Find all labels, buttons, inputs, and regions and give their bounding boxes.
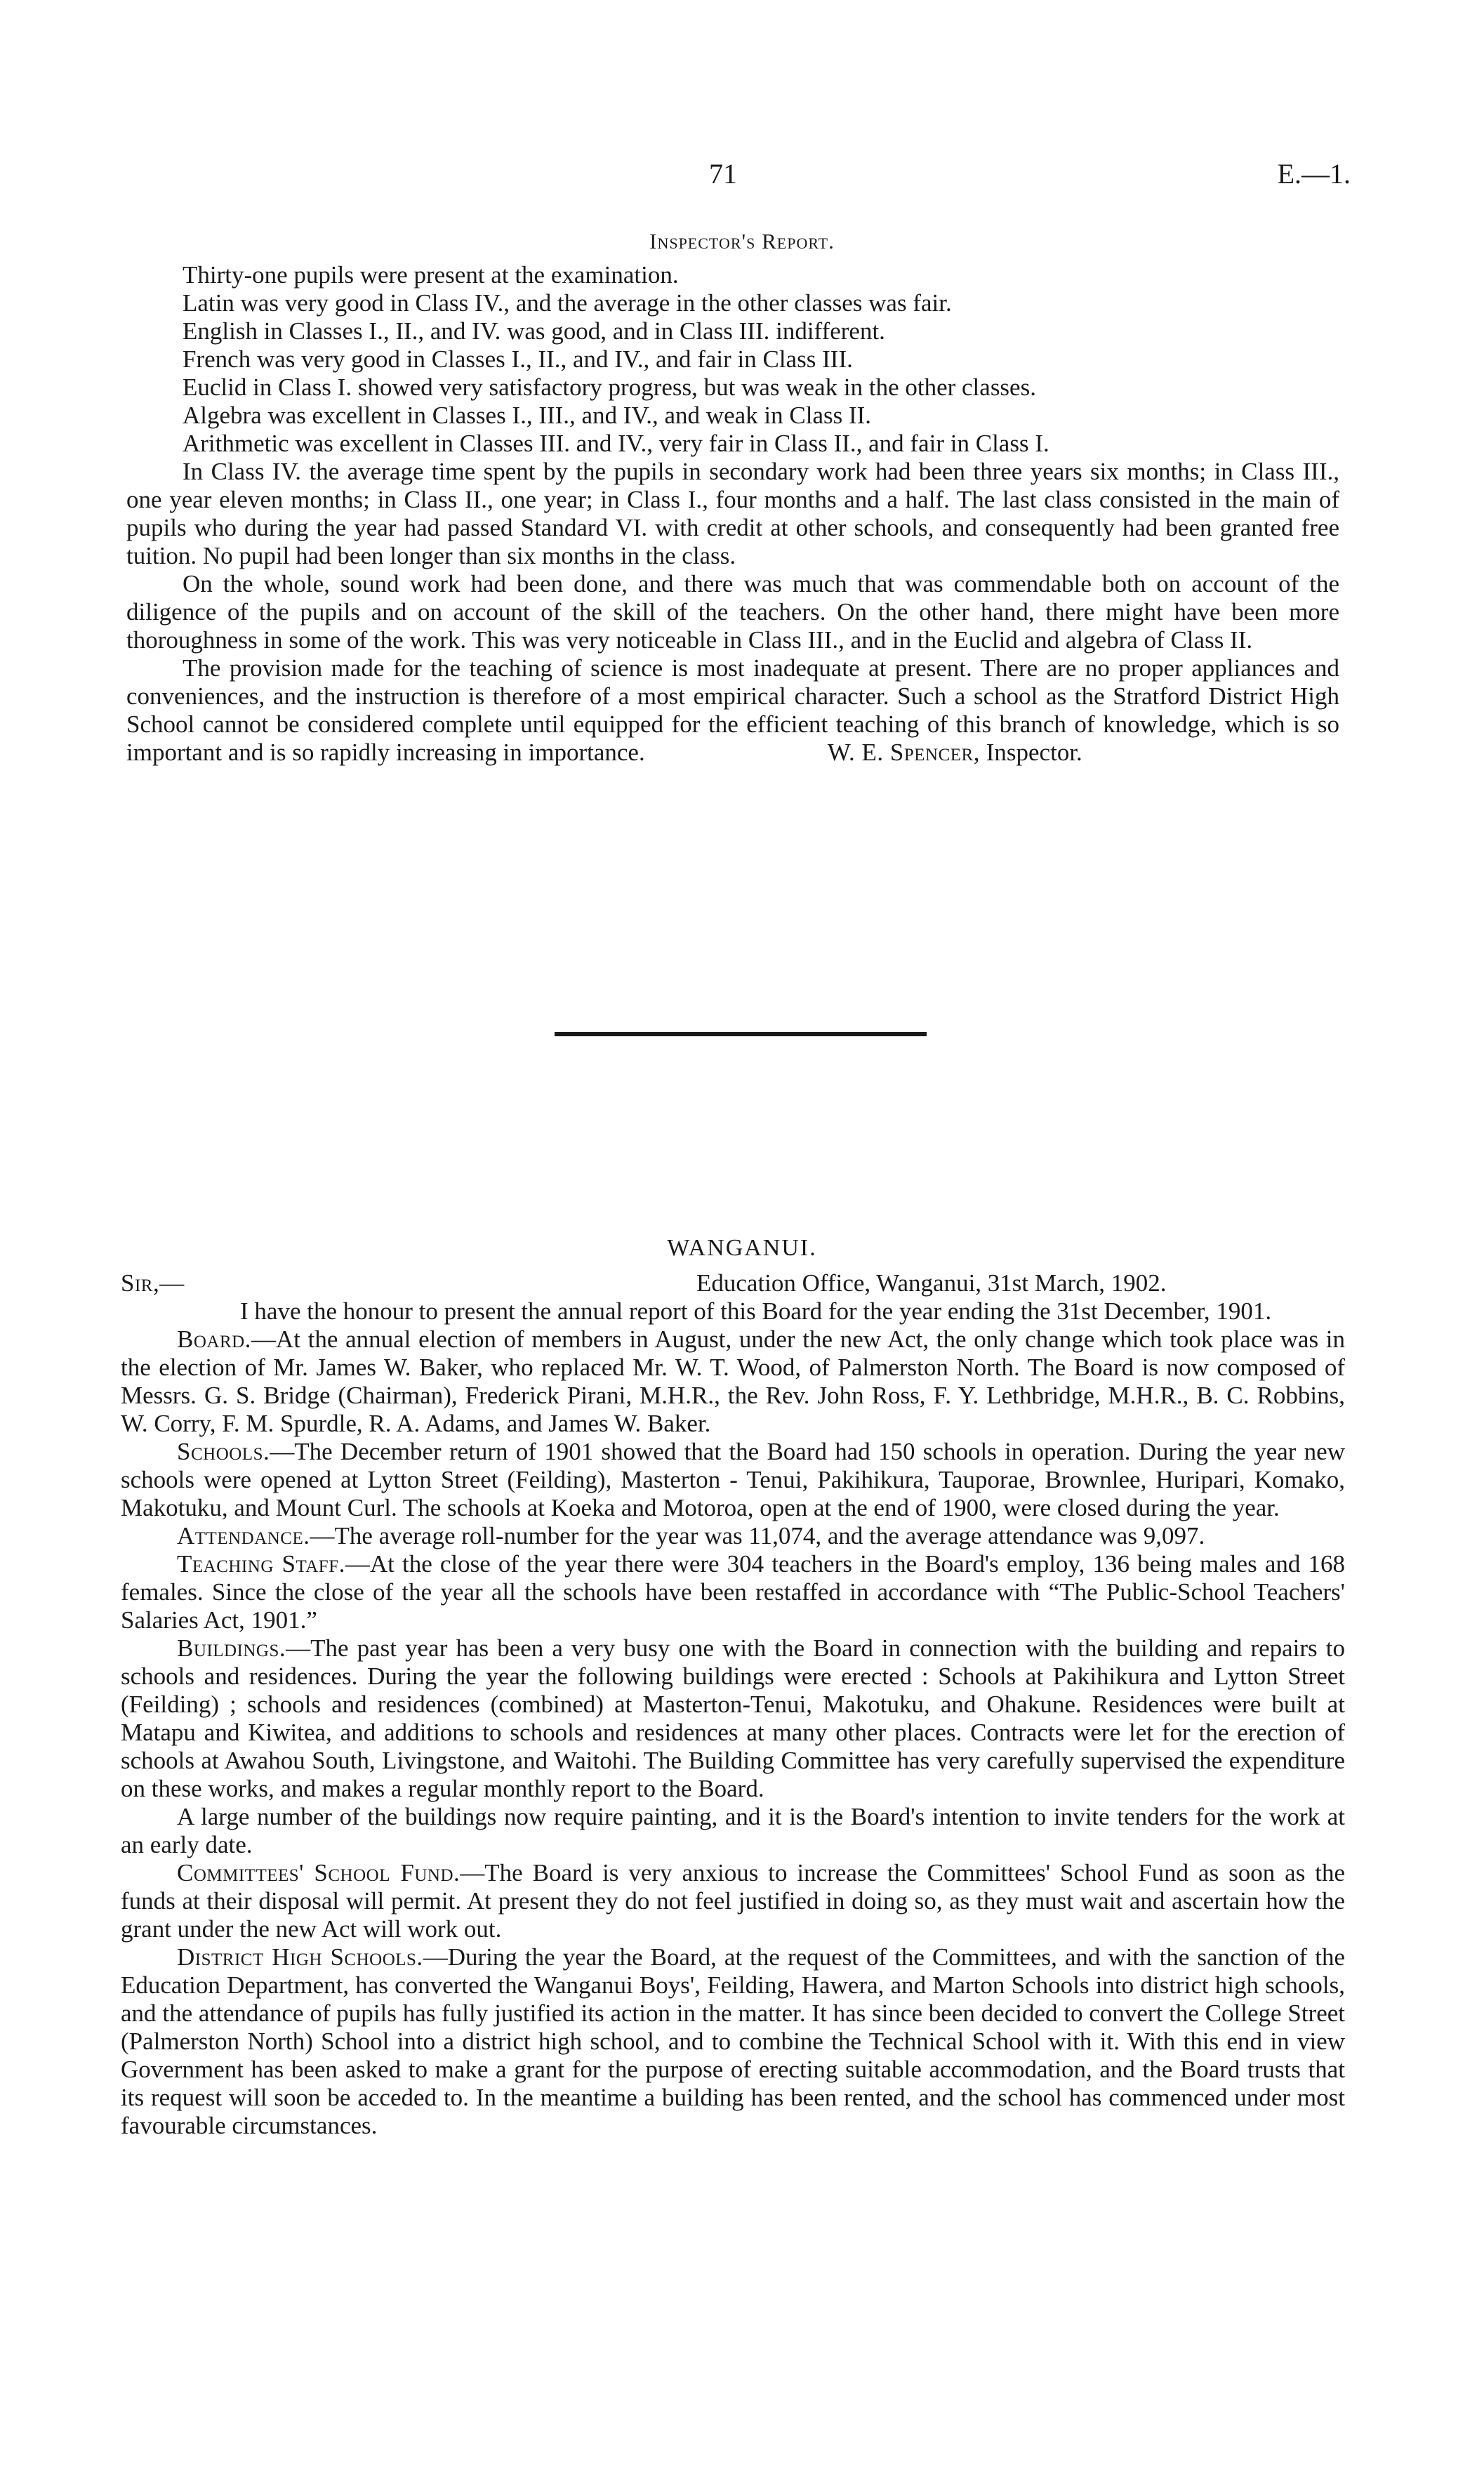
report-last-paragraph: The provision made for the teaching of science is most inadequate at present. There are no proper appliances and conveniences, and the instruction is therefore of a most empirical character. Such a school as the Stratford District High School cannot be considered complete until equipped for the efficient teaching of this branch of knowledge, which is so important and is so rapidly increasing in importance. W. E. Spencer, Inspector. bbox=[126, 654, 1339, 766]
salutation-row bbox=[121, 1269, 1345, 1297]
section-paragraph: Buildings.—The past year has been a very busy one with the Board in connection with the building and repairs to schools and residences. During the year the following buildings were erected : Schools at Pakihikura and Lytton Street (Feilding) ; schools and residences (combined) at Masterton-Tenui, Makotuku, and Ohakune. Residences were built at Matapu and Kiwitea, and additions to schools and residences at many other places. Contracts were let for the erection of schools at Awahou South, Livingstone, and Waitohi. The Building Committee has very carefully supervised the expenditure on these works, and makes a regular monthly report to the Board. bbox=[121, 1634, 1345, 1802]
section-paragraph: Committees' School Fund.—The Board is very anxious to increase the Committees' School Fund as soon as the funds at their disposal will permit. At present they do not feel justified in doing so, as they must wait and ascertain how the grant under the new Act will work out. bbox=[121, 1859, 1345, 1943]
inspector-report-body bbox=[126, 261, 1339, 767]
salutation: Sir,— bbox=[121, 1269, 185, 1297]
wanganui-report-body bbox=[121, 1269, 1345, 2140]
section-paragraph: Board.—At the annual election of members in August, under the new Act, the only change which took place was in the election of Mr. James W. Baker, who replaced Mr. W. T. Wood, of Palmerston North. The Board is now composed of Messrs. G. S. Bridge (Chairman), Frederick Pirani, M.H.R., the Rev. John Ross, F. Y. Lethbridge, M.H.R., B. C. Robbins, W. Corry, F. M. Spurdle, R. A. Adams, and James W. Baker. bbox=[121, 1326, 1345, 1437]
report-paragraph: On the whole, sound work had been done, and there was much that was commendable both on account of the diligence of the pupils and on account of the skill of the teachers. On the other hand, there might have been more thoroughness in some of the work. This was very noticeable in Class III., and in the Euclid and algebra of Class II. bbox=[126, 570, 1339, 654]
section-heading: Buildings. bbox=[177, 1634, 286, 1662]
signature-name: W. E. Spencer, bbox=[827, 739, 980, 766]
report-paragraph: English in Classes I., II., and IV. was good, and in Class III. indifferent. bbox=[183, 317, 885, 345]
dateline: Education Office, Wanganui, 31st March, 1902. bbox=[696, 1269, 1167, 1297]
document-reference: E.—1. bbox=[1277, 158, 1351, 190]
report-paragraph: Latin was very good in Class IV., and the average in the other classes was fair. bbox=[183, 289, 952, 317]
report-paragraph: In Class IV. the average time spent by the pupils in secondary work had been three years six months; in Class III., one year eleven months; in Class II., one year; in Class I., four months and a half. The last class consisted in the main of pupils who during the year had passed Standard VI. with credit at other schools, and consequently had been granted free tuition. No pupil had been longer than six months in the class. bbox=[126, 458, 1339, 569]
section-heading: Attendance. bbox=[177, 1522, 310, 1549]
section-heading: Teaching Staff. bbox=[177, 1550, 345, 1578]
section-paragraph: District High Schools.—During the year the Board, at the request of the Committees, and with the sanction of the Education Department, has converted the Wanganui Boys', Feilding, Hawera, and Marton Schools into district high schools, and the attendance of pupils has fully justified its action in the matter. It has since been decided to convert the College Street (Palmerston North) School into a district high school, and to combine the Technical School with it. With this end in view Government has been asked to make a grant for the purpose of erecting suitable accommodation, and the Board trusts that its request will soon be acceded to. In the meantime a building has been rented, and the school has commenced under most favourable circumstances. bbox=[121, 1943, 1345, 2139]
section-paragraph: Attendance.—The average roll-number for the year was 11,074, and the average attendance was 9,097. bbox=[177, 1522, 1205, 1549]
intro-paragraph: I have the honour to present the annual report of this Board for the year ending the 31st December, 1901. bbox=[240, 1297, 1272, 1325]
section-paragraph: Teaching Staff.—At the close of the year there were 304 teachers in the Board's employ, 136 being males and 168 females. Since the close of the year all the schools have been restaffed in accordance with “The Public-School Teachers' Salaries Act, 1901.” bbox=[121, 1550, 1345, 1634]
section-heading: Committees' School Fund. bbox=[177, 1859, 461, 1886]
wanganui-title: WANGANUI. bbox=[667, 1235, 817, 1261]
section-heading: Schools. bbox=[177, 1438, 270, 1465]
section-heading: District High Schools. bbox=[177, 1943, 423, 1971]
report-paragraph: Euclid in Class I. showed very satisfactory progress, but was weak in the other classes. bbox=[183, 373, 1036, 401]
section-paragraph: Schools.—The December return of 1901 showed that the Board had 150 schools in operation. During the year new schools were opened at Lytton Street (Feilding), Masterton - Tenui, Pakihikura, Tauporae, Brownlee, Huripari, Komako, Makotuku, and Mount Curl. The schools at Koeka and Motoroa, open at the end of 1900, were closed during the year. bbox=[121, 1438, 1345, 1521]
section-divider bbox=[555, 1032, 927, 1036]
report-paragraph: Arithmetic was excellent in Classes III. and IV., very fair in Class II., and fair in Class I. bbox=[183, 430, 1049, 457]
page-number: 71 bbox=[709, 158, 737, 190]
inspector-report-title: Inspector's Report. bbox=[649, 229, 835, 253]
signature-title: Inspector. bbox=[986, 739, 1082, 766]
section-paragraph: A large number of the buildings now require painting, and it is the Board's intention to invite tenders for the work at an early date. bbox=[121, 1803, 1345, 1858]
report-paragraph: Algebra was excellent in Classes I., III., and IV., and weak in Class II. bbox=[183, 402, 872, 429]
report-paragraph: French was very good in Classes I., II., and IV., and fair in Class III. bbox=[183, 345, 853, 373]
section-heading: Board. bbox=[177, 1326, 251, 1353]
report-paragraph: Thirty-one pupils were present at the examination. bbox=[183, 261, 679, 289]
